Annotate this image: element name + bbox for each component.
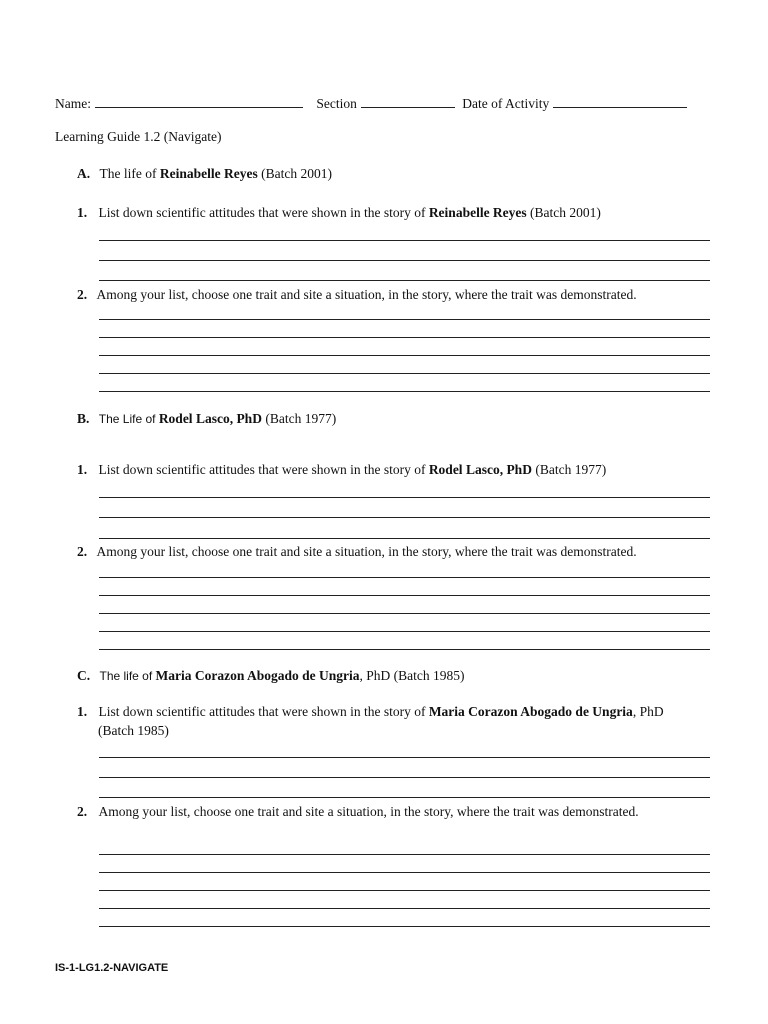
question-continuation: (Batch 1985): [98, 723, 169, 738]
answer-line[interactable]: [99, 577, 710, 578]
answer-line[interactable]: [99, 797, 710, 798]
section-b-q2: [77, 544, 637, 560]
answer-line[interactable]: [99, 854, 710, 855]
section-b-heading: [77, 411, 336, 427]
section-title-prefix: The life of: [99, 166, 160, 181]
answer-line[interactable]: [99, 280, 710, 281]
answer-line[interactable]: [99, 240, 710, 241]
question-suffix: (Batch 1977): [531, 462, 607, 477]
answer-line[interactable]: [99, 757, 710, 758]
name-field[interactable]: [95, 94, 303, 108]
answer-line[interactable]: [99, 890, 710, 891]
question-text: Among your list, choose one trait and site a situation, in the story, where the trait was demonstrated.: [96, 287, 637, 302]
section-letter: A.: [77, 166, 91, 181]
question-text: Among your list, choose one trait and site a situation, in the story, where the trait was demonstrated.: [98, 804, 639, 819]
section-c-q1: [77, 704, 664, 720]
answer-line[interactable]: [99, 391, 710, 392]
name-label: Name:: [55, 96, 91, 111]
answer-line[interactable]: [99, 497, 710, 498]
question-text: Among your list, choose one trait and site a situation, in the story, where the trait was demonstrated.: [96, 544, 637, 559]
answer-line[interactable]: [99, 777, 710, 778]
question-number: 1.: [77, 462, 88, 477]
section-a-heading: [77, 166, 332, 182]
section-title-prefix: The life of: [99, 669, 156, 683]
guide-title: Learning Guide 1.2 (Navigate): [55, 129, 222, 144]
question-suffix: , PhD: [632, 704, 664, 719]
answer-line[interactable]: [99, 319, 710, 320]
answer-line[interactable]: [99, 538, 710, 539]
question-number: 1.: [77, 205, 88, 220]
header-row: [55, 94, 687, 112]
section-b-q1: [77, 462, 606, 478]
question-name: Rodel Lasco, PhD: [428, 462, 532, 477]
question-name: Reinabelle Reyes: [428, 205, 527, 220]
question-number: 1.: [77, 704, 88, 719]
section-a-q2: [77, 287, 637, 303]
question-number: 2.: [77, 544, 88, 559]
answer-line[interactable]: [99, 631, 710, 632]
answer-line[interactable]: [99, 373, 710, 374]
section-field[interactable]: [361, 94, 455, 108]
section-label: Section: [316, 96, 357, 111]
section-title-name: Maria Corazon Abogado de Ungria: [155, 668, 360, 683]
section-c-q2: [77, 804, 639, 820]
answer-line[interactable]: [99, 908, 710, 909]
footer-code: IS-1-LG1.2-NAVIGATE: [55, 962, 169, 974]
question-suffix: (Batch 2001): [526, 205, 601, 220]
answer-line[interactable]: [99, 613, 710, 614]
answer-line[interactable]: [99, 260, 710, 261]
section-letter: C.: [77, 668, 91, 683]
question-name: Maria Corazon Abogado de Ungria: [428, 704, 633, 719]
section-c-heading: [77, 668, 465, 684]
answer-line[interactable]: [99, 872, 710, 873]
section-title-suffix: , PhD (Batch 1985): [359, 668, 465, 683]
question-number: 2.: [77, 287, 88, 302]
question-text: List down scientific attitudes that were shown in the story of: [98, 205, 429, 220]
question-text: List down scientific attitudes that were shown in the story of: [98, 462, 429, 477]
section-title-name: Reinabelle Reyes: [159, 166, 258, 181]
question-number: 2.: [77, 804, 88, 819]
section-letter: B.: [77, 411, 90, 426]
answer-line[interactable]: [99, 649, 710, 650]
date-field[interactable]: [553, 94, 687, 108]
section-title-suffix: (Batch 2001): [257, 166, 332, 181]
question-text: List down scientific attitudes that were shown in the story of: [98, 704, 429, 719]
section-title-prefix: The Life of: [98, 412, 159, 426]
answer-line[interactable]: [99, 337, 710, 338]
date-label: Date of Activity: [462, 96, 550, 111]
answer-line[interactable]: [99, 517, 710, 518]
section-a-q1: [77, 205, 601, 221]
answer-line[interactable]: [99, 355, 710, 356]
section-title-suffix: (Batch 1977): [261, 411, 337, 426]
answer-line[interactable]: [99, 926, 710, 927]
answer-line[interactable]: [99, 595, 710, 596]
section-title-name: Rodel Lasco, PhD: [158, 411, 262, 426]
